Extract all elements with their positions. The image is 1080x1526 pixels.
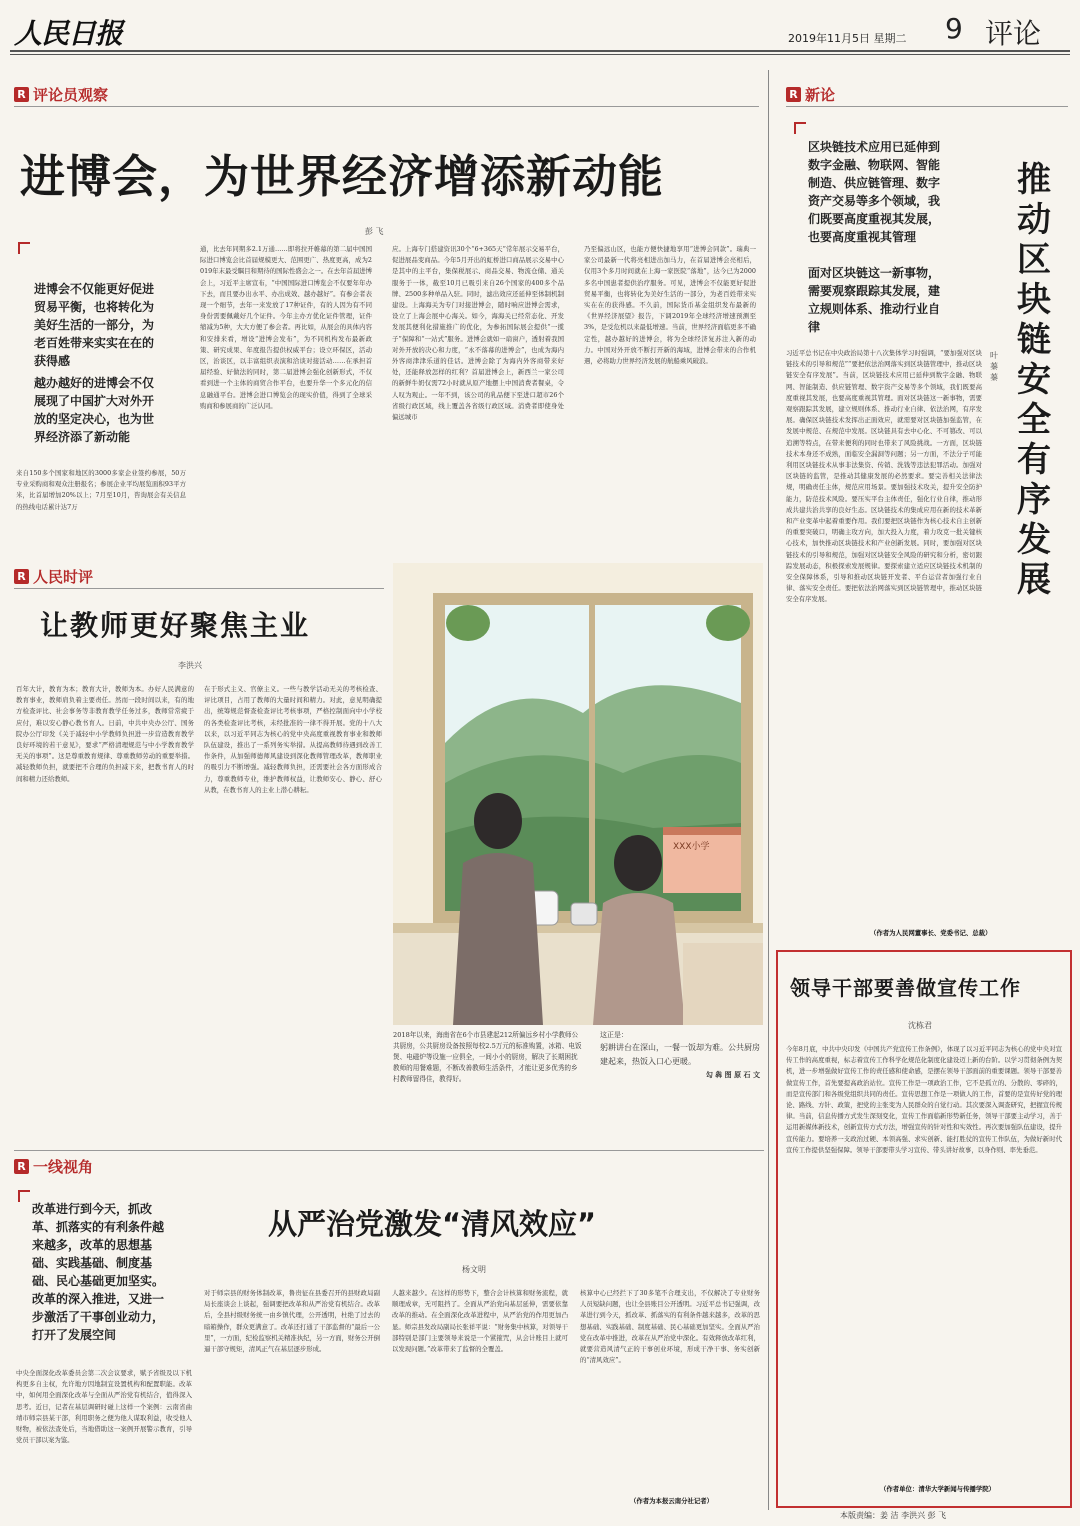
pull-quote-blockchain-1: 区块链技术应用已延伸到数字金融、物联网、智能制造、供应链管理、数字资产交易等多个领域，我们既要高度重视其发展，也要高度重视其管理 (808, 140, 941, 244)
pull-quote-blockchain-2: 面对区块链这一新事物，需要观察跟踪其发展，建立规则体系、推动行业自律 (808, 266, 941, 334)
masthead-date (788, 30, 907, 46)
kitchen-cartoon (393, 563, 763, 1025)
section-tag-commentator (14, 84, 108, 105)
byline-teachers: 李洪兴 (178, 661, 202, 670)
article-body-expo-col1: 来自150多个国家和地区的3000多家企业签约参展，50万专业采购商和观众注册报名；参展企业平均展览面积93平方米，比首届增加20%以上；7月至10月，咨询展会有关信息的热线电话累计达7万 (16, 469, 186, 511)
pull-quote-frame (794, 122, 806, 134)
section-rule (14, 588, 384, 589)
article-body-blockchain: 习近平总书记在中央政治局第十八次集体学习时强调，“要加强对区块链技术的引导和规范”“要把依法治网落实到区块链管理中，推动区块链安全有序发展”。当前，区块链技术应用已延伸到数字金融、物联网、智能制造、供应链管理、数字资产交易等多个领域，我们既要高度重视其发展，也要高度重视其管理。面对区块链这一新事物，需要观察跟踪其发展，建立规则体系、推动行业自律、依法治网，有序发展。确保区块链技术发挥出正面效应，就需要对区块链加强监管，在发展中规范、在规范中发展。区块链具有去中心化、不可篡改、可以追溯等特点，在带来便利的同时也带来了风险挑战。一方面，区块链技术本身还不成熟，面临安全漏洞等问题；另一方面，不法分子可能利用区块链技术从事非法集资、传销、洗钱等违法犯罪活动。加强对区块链的监管，是推动其健康发展的必然要求。要完善相关法律法规，明确责任主体，规范应用场景。要加强技术攻关，提升安全防护能力，防范技术风险。要压实平台主体责任，强化行业自律，推动形成共建共治共享的良好生态。区块链技术的集成应用在新的技术革新和产业变革中起着重要作用。我们要把区块链作为核心技术自主创新的重要突破口，明确主攻方向，加大投入力度，着力攻克一批关键核心技术，加快推动区块链技术和产业创新发展。同时，要加强对区块链技术的引导和规范，加强对区块链安全风险的研究和分析，密切跟踪发展动态，积极探索发展规律。要探索建立适应区块链技术机制的安全保障体系，引导和推动区块链开发者、平台运营者加强行业自律、落实安全责任。要把依法治网落实到区块链管理中，推动区块链安全有序发展。 (786, 349, 982, 604)
article-body-propaganda-footnote: （作者单位：清华大学新闻与传播学院） (880, 1485, 996, 1493)
masthead-rule-thin (10, 54, 1070, 55)
article-body-expo-col3: 应。上海专门搭建资讯30个“6+365天”常年展示交易平台，促进展品变商品。今年5月开出的虹桥进口商品展示交易中心是其中的主平台，集保税展示、商品交易、物流仓储、通关服务于一体，截至10月已吸引来自26个国家的400多个品牌、2500多种单品入驻。同时，滤出效应还延伸至体制机制建设。上海海关为专门对接进博会，随时响应进博会需求，设立了上海会展中心海关。如今，海海关已经常态化、开发发展其便利化措施推广的优化，为参拓国际展会提供“一揽子”保障和“一站式”服务。进博会就如一扇窗户，透射着我国对外开放的决心和力度，“永不落幕的进博会”，也成为海内外客商津津乐道的佳话。进博会除了为海内外客商带来好处，还能释放怎样的红利？首届进博会上，新西兰一家公司的新鲜牛奶仅需72小时就从原产地摆上中国消费者餐桌，令人叹为观止。一年不到，该公司的乳品便下至进口超市26个省级行政区域，线上覆盖各省级行政区域。消费者即使身处偏远城市 (392, 245, 564, 422)
section-rule (786, 106, 1068, 107)
pull-quote-reform: 改革进行到今天，抓改革、抓落实的有利条件越来越多，改革的思想基础、实践基础、制度基础、民心基础更加坚实。改革的深入推进，又进一步激活了干事创业动力，打开了发展空间 (32, 1202, 165, 1342)
article-body-clean-wind-footnote: （作者为本报云南分社记者） (630, 1497, 714, 1505)
article-body-expo-col4: 乃至偏远山区，也能方便快捷地享用“进博会同款”。瑞典一家公司最新一代将亮相进出加马力，在首届进博会亮相后，仅用3个多月时间就在上海一家医院“落地”，达今已为2000多名中国患者提供治疗服务。可见，进博会不仅能更好促进贸易平衡，也将转化为美好生活的一部分，为老百姓带来实实在在的获得感。不久前，国际货币基金组织发布最新的《世界经济展望》报告，下调2019年全球经济增速预测至3%，是受危机以来最低增速。当前，世界经济面临更多不确定性，越办越好的进博会，将为全球经济复苏注入新的动力。中国对外开放不断打开新的海域，进博会带来的合作机遇，必将助力世界经济发展的航船乘风破浪。 (584, 245, 756, 366)
article-body-clean-wind-col2: 对于师宗县的财务体制改革，鲁贵征在县委召开的县财政局副局长座谈会上谈起，强调要把改革和从严治党有机结合。改革后，全县村级财务统一由乡镇代理，公开透明，杜绝了过去的暗箱操作，群众更满意了。改革还打通了干部监督的“最后一公里”，一方面，纪检监察机关精准执纪，另一方面，财务公开倒逼干部守规矩，清风正气在基层逐步形成。 (204, 1289, 380, 1354)
article-body-clean-wind-col3: 人越来越少。在这样的形势下，整合会计核算和财务流程，就顺理成章，无可阻挡了。全面从严治党向基层延伸，需要依靠改革的推动。在全面深化改革进程中，从严治党的作用更加凸显。师宗县发改局副局长张祥平说：“财务集中核算，对领导干部特别是部门主要领导来说是一个紧箍咒，从会计账目上就可以发现问题。”改革带来了监督的全覆盖。 (392, 1289, 568, 1354)
article-body-clean-wind-col4: 核算中心已经拦下了30多笔不合理支出，不仅解决了专业财务人员短缺问题，也让全县账目公开透明。习近平总书记强调，改革进行到今天，抓改革、抓落实的有利条件越来越多，改革的思想基础、实践基础、制度基础、民心基础更加坚实。全面从严治党在改革中推进，改革在从严治党中深化。有效释放改革红利，就要营造风清气正的干事创业环境，形成干净干事、务实创新的“清风效应”。 (580, 1289, 760, 1365)
masthead-logo: 人民日报 (14, 17, 123, 50)
article-body-teachers-col2: 在于形式主义、官僚主义。一些与教学活动无关的考核检查、评比项目，占用了教师的大量时间和精力。对此，意见明确提出，统筹规范督查检查评比考核事项，严格控制面向中小学校的各类检查评比考核，未经批准的一律不得开展。党的十八大以来，以习近平同志为核心的党中央高度重视教育事业和教师队伍建设，推出了一系列务实举措。从提高教师待遇到改善工作条件，从加强师德师风建设到深化教师管理改革，教师职业的吸引力不断增强。减轻教师负担，还需要社会各方面形成合力，尊重教师专业，维护教师权益，让教师安心、静心、舒心从教，在教书育人的主业上潜心耕耘。 (204, 685, 382, 794)
section-tag-label: 人民时评 (33, 568, 94, 586)
section-tag-label: 一线视角 (33, 1158, 94, 1176)
article-title-expo: 进博会，为世界经济增添新动能 (20, 150, 665, 203)
page-editor-credit: 本版责编：姜 洁 李洪兴 彭 飞 (840, 1511, 947, 1520)
renmin-r-icon: R (14, 569, 29, 584)
article-body-propaganda: 今年8月底，中共中央印发《中国共产党宣传工作条例》，体现了以习近平同志为核心的党中央对宣传工作的高度重视，标志着宣传工作科学化规范化制度化建设迈上新的台阶。以学习贯彻条例为契机，进一步增强做好宣传工作的责任感和使命感，是摆在领导干部面前的重要课题。领导干部要善做宣传工作，首先要提高政治站位。宣传工作是一项政治工作，它不是孤立的、分散的、零碎的，而是宣传部门和各级党组织共同的责任。宣传思想工作是一项做人的工作，首要的是宣传好党的理论、路线、方针、政策，把党的主张变为人民群众的自觉行动。其次要深入调查研究，把握宣传规律。当前，信息传播方式发生深刻变化，宣传工作面临新形势新任务，领导干部要主动学习，善于运用新媒体新技术，创新宣传方式方法，增强宣传的针对性和实效性。再次要加强队伍建设，提升宣传能力。要培养一支政治过硬、本领高强、求实创新、能打胜仗的宣传工作队伍，为做好新时代宣传工作提供坚强保障。领导干部要带头学习宣传、带头讲好故事，以身作则、率先垂范。 (786, 1045, 1062, 1154)
renmin-r-icon: R (14, 1159, 29, 1174)
issue-date: 2019年11月5日 (788, 32, 870, 45)
pull-quote-expo-1: 进博会不仅能更好促进贸易平衡，也将转化为美好生活的一部分，为老百姓带来实实在在的获得感 (34, 282, 155, 368)
section-tag-label: 评论员观察 (33, 86, 109, 104)
article-title-clean-wind: 从严治党激发“清风效应” (268, 1207, 597, 1241)
article-body-expo-col2: 通，比去年同期多2.1万通……即将拉开帷幕的第二届中国国际进口博览会比首届规模更大、范围更广、热度更高，成为2019年末最受瞩目和期待的国际性盛会之一。在去年首届进博会上，习近平主席宣布，“中国国际进口博览会不仅要年年办下去，而且要办出水平、办出成效、越办越好”。有参会者表现一个细节，去年一来发放了17种证件，有的人因为有不同身份需要佩戴好几个证件。今年主办方优化证件管理，证件缩减为5种，大大方便了参会者。再比如，从展会的具体内容和安排来看，增设“进博会发布”，为不同机构发布最新政策、研究成果、年度报告提供权威平台；设立环保区，活动区，治谈区，以丰富组织表演和洽谈对接活动……在承担首届经验、好做法的同时，第二届进博会强化创新形式，不仅看到进一个主体的商贸合作平台，也要升华一个多元化的信息融通平台。进博会进口博览会的现实价值，得到了全球采购商和参展商的广泛认同。 (200, 245, 372, 410)
byline-blockchain: 叶蓁蓁 (990, 351, 998, 382)
section-tag-label: 新论 (805, 86, 836, 104)
renmin-r-icon: R (786, 87, 801, 102)
section-tag-renmin (14, 566, 93, 587)
school-sign: XXX小学 (673, 842, 710, 852)
poem-title: 这正是： (600, 1031, 628, 1039)
byline-clean-wind: 杨文明 (462, 1265, 486, 1274)
page-section: 评论 (985, 17, 1042, 50)
article-title-blockchain: 推动区块链安全有序发展 (1017, 160, 1051, 600)
article-title-teachers: 让教师更好聚焦主业 (40, 609, 311, 642)
section-tag-xinlun (786, 84, 835, 105)
section-rule (14, 1150, 764, 1151)
article-body-blockchain-footnote: （作者为人民网董事长、党委书记、总裁） (870, 929, 992, 937)
byline-propaganda: 沈栋君 (908, 1021, 932, 1030)
article-body-clean-wind-col1: 中央全面深化改革委员会第二次会议要求，赋予省级及以下机构更多自主权，允许地方因地制宜设置机构和配置职能。改革中，如何用全面深化改革与全面从严治党有机结合，值得深入思考。近日，记者在基层调研时碰上这样一个案例：云南省曲靖市师宗县某干部，利用职务之便为他人谋取利益，收受他人财物，被依法查处后，当地借助这一案例开展警示教育，引导党员干部以案为鉴。 (16, 1369, 192, 1445)
poem-text: 躬耕讲台在深山，一餐一饭却为难。公共厨房建起来，热饭入口心更暖。 (600, 1043, 760, 1066)
article-body-teachers-col1: 百年大计，教育为本；教育大计，教师为本。办好人民满意的教育事业，教师肩负着主要责任。然而一段时间以来，有的地方检查评比、社会事务等非教育教学任务过多，教师常常疲于应付，难以安心静心教书育人。日前，中共中央办公厅、国务院办公厅印发《关于减轻中小学教师负担进一步营造教育教学良好环境的若干意见》，要求“严格清理规范与中小学教育教学无关的事项”。这是尊重教育规律、尊重教师劳动的重要举措。减轻教师负担，就要把不合理的负担减下来，把教书育人的时间和精力还给教师。 (16, 685, 194, 783)
section-rule (14, 106, 759, 107)
illustration-credit: 勾 犇 图 原 石 文 (705, 1070, 760, 1079)
page-number: 9 (945, 12, 963, 45)
kitchen-cartoon-drawing (393, 563, 763, 1025)
section-tag-yixian (14, 1156, 93, 1177)
column-divider (768, 70, 769, 1510)
pull-quote-expo-2: 越办越好的进博会不仅展现了中国扩大对外开放的坚定决心，也为世界经济添了新动能 (34, 376, 155, 444)
masthead-rule (10, 50, 1070, 52)
pull-quote-frame (18, 242, 30, 254)
photo-caption-kitchen: 2018年以来，海南省在6个市县建起212所偏远乡村小学教师公共厨房，公共厨房设备按照每校2.5万元的标准购置，冰箱、电饭煲、电磁炉等设施一应俱全，一间小小的厨房，解决了长期困扰教师的用餐难题，不断改善教师生活条件，才能让更多优秀的乡村教师留得住，教得好。 (393, 1031, 582, 1083)
renmin-r-icon: R (14, 87, 29, 102)
issue-weekday: 星期二 (873, 32, 907, 45)
byline-expo: 彭 飞 (365, 227, 384, 236)
article-title-propaganda: 领导干部要善做宣传工作 (790, 976, 1021, 1000)
poem-block (600, 1030, 760, 1080)
pull-quote-frame (18, 1190, 30, 1202)
